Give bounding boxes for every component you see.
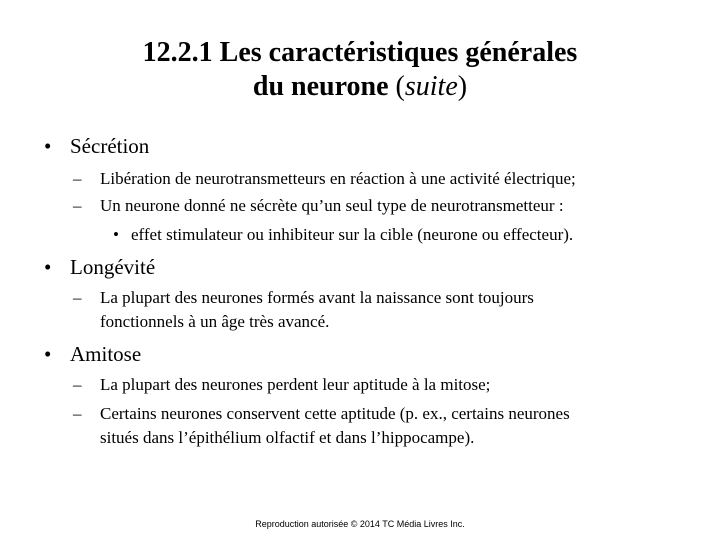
secretion-item-1-text: Libération de neurotransmetteurs en réaction à une activité électrique; bbox=[100, 169, 576, 188]
dash-marker: – bbox=[73, 375, 82, 394]
longevite-item-1-continuation: fonctionnels à un âge très avancé. bbox=[100, 312, 330, 331]
amitose-item-1 bbox=[73, 373, 490, 396]
secretion-item-1 bbox=[73, 167, 576, 190]
bullet-marker: • bbox=[44, 342, 52, 366]
slide-title bbox=[0, 36, 720, 104]
bullet-marker: • bbox=[44, 134, 52, 158]
dash-marker: – bbox=[73, 404, 82, 423]
longevite-heading: Longévité bbox=[70, 255, 156, 279]
amitose-heading: Amitose bbox=[70, 342, 142, 366]
copyright-footer: Reproduction autorisée © 2014 TC Média Livres Inc. bbox=[255, 519, 465, 529]
title-line-1: 12.2.1 Les caractéristiques générales bbox=[142, 37, 578, 68]
longevite-item-1 bbox=[73, 286, 534, 309]
title-suite: suite bbox=[404, 71, 458, 102]
dash-marker: – bbox=[73, 169, 82, 188]
amitose-item-2-continuation: situés dans l’épithélium olfactif et dans l’hippocampe). bbox=[100, 428, 475, 447]
title-line-2-main: du neurone bbox=[252, 71, 389, 102]
bullet-marker: • bbox=[44, 255, 52, 279]
bullet-secretion bbox=[44, 134, 149, 158]
secretion-sub-item-1 bbox=[113, 223, 573, 246]
longevite-item-1-text: La plupart des neurones formés avant la naissance sont toujours bbox=[100, 288, 534, 307]
title-paren-open: ( bbox=[395, 71, 405, 102]
amitose-item-1-text: La plupart des neurones perdent leur aptitude à la mitose; bbox=[100, 375, 491, 394]
dash-marker: – bbox=[73, 288, 82, 307]
title-paren-close: ) bbox=[457, 71, 468, 102]
amitose-item-2 bbox=[73, 402, 570, 425]
secretion-item-2 bbox=[73, 194, 564, 217]
secretion-item-2-text: Un neurone donné ne sécrète qu’un seul type de neurotransmetteur : bbox=[100, 196, 564, 215]
secretion-sub-item-1-text: effet stimulateur ou inhibiteur sur la cible (neurone ou effecteur). bbox=[131, 225, 574, 244]
title-line-2 bbox=[0, 70, 720, 104]
secretion-heading: Sécrétion bbox=[70, 134, 150, 158]
dash-marker: – bbox=[73, 196, 82, 215]
amitose-item-2-text: Certains neurones conservent cette aptitude (p. ex., certains neurones bbox=[100, 404, 570, 423]
sub-bullet-marker: • bbox=[113, 225, 119, 244]
bullet-longevite bbox=[44, 255, 155, 279]
bullet-amitose bbox=[44, 342, 141, 366]
